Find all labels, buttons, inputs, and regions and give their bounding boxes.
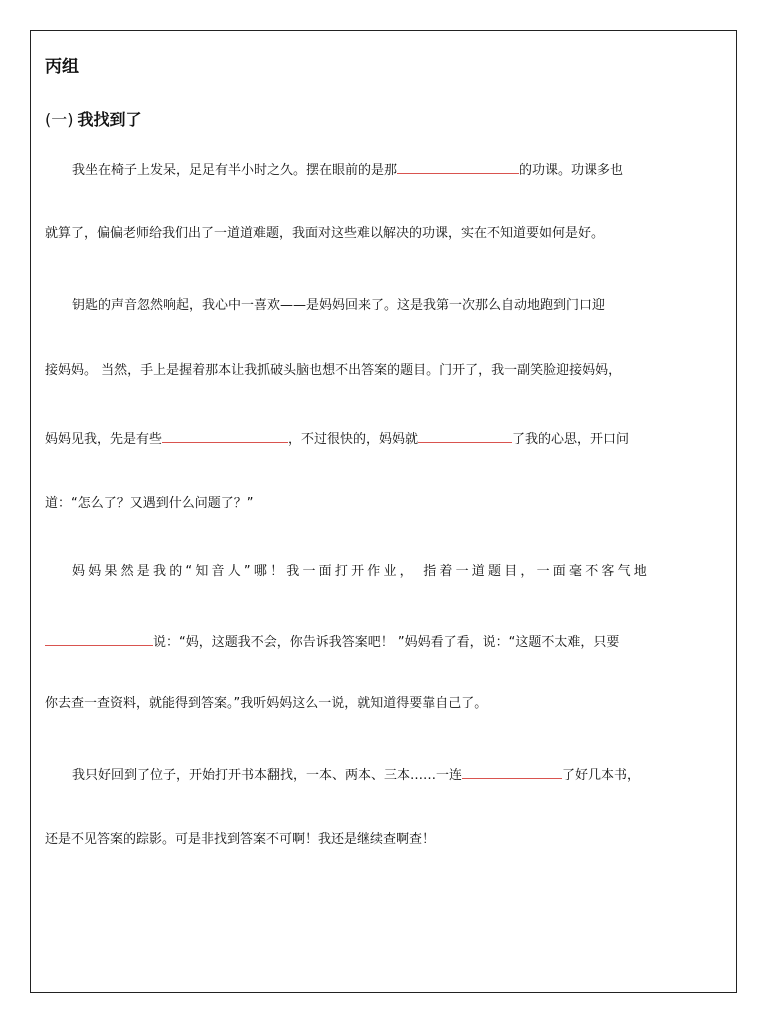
paragraph-4-line-1 — [72, 765, 640, 784]
fill-blank-4[interactable] — [45, 632, 153, 646]
paragraph-2-line-1: 钥匙的声音忽然响起，我心中一喜欢——是妈妈回来了。这是我第一次那么自动地跑到门口迎 — [72, 298, 606, 313]
text-segment: 我坐在椅子上发呆，足足有半小时之久。摆在眼前的是那 — [72, 163, 398, 178]
group-title: 丙组 — [45, 57, 79, 77]
text-segment: 说：“妈，这题我不会，你告诉我答案吧！ ”妈妈看了看，说：“这题不太难，只要 — [153, 635, 620, 650]
fill-blank-3[interactable] — [418, 429, 512, 443]
paragraph-4-line-2: 还是不见答案的踪影。可是非找到答案不可啊！我还是继续查啊查！ — [45, 832, 436, 847]
paragraph-3-line-2 — [45, 632, 619, 651]
paragraph-1-line-1 — [72, 160, 623, 179]
paragraph-2-line-3 — [45, 429, 629, 448]
fill-blank-2[interactable] — [162, 429, 288, 443]
text-segment: 的功课。功课多也 — [519, 163, 624, 178]
text-segment: 了我的心思，开口问 — [512, 432, 630, 447]
text-segment: 了好几本书， — [562, 768, 641, 783]
paragraph-3-line-1: 妈妈果然是我的“知音人”哪！我一面打开作业， 指着一道题目，一面毫不客气地 — [72, 564, 651, 579]
text-segment: 妈妈见我，先是有些 — [45, 432, 163, 447]
paragraph-1-line-2: 就算了，偏偏老师给我们出了一道道难题，我面对这些难以解决的功课，实在不知道要如何是好。 — [45, 226, 605, 241]
paragraph-2-line-4: 道：“怎么了？又遇到什么问题了？” — [45, 496, 254, 511]
text-segment: 我只好回到了位子，开始打开书本翻找，一本、两本、三本……一连 — [72, 768, 463, 783]
fill-blank-1[interactable] — [397, 160, 519, 174]
section-title: 我找到了 — [77, 110, 142, 129]
section-heading — [45, 109, 142, 131]
paragraph-3-line-3: 你去查一查资料，就能得到答案。”我听妈妈这么一说，就知道得要靠自己了。 — [45, 696, 488, 711]
text-segment: ，不过很快的，妈妈就 — [288, 432, 419, 447]
section-number: (一) — [45, 110, 74, 129]
fill-blank-5[interactable] — [462, 765, 562, 779]
paragraph-2-line-2: 接妈妈。 当然，手上是握着那本让我抓破头脑也想不出答案的题目。门开了，我一副笑脸迎接妈妈， — [45, 363, 622, 378]
